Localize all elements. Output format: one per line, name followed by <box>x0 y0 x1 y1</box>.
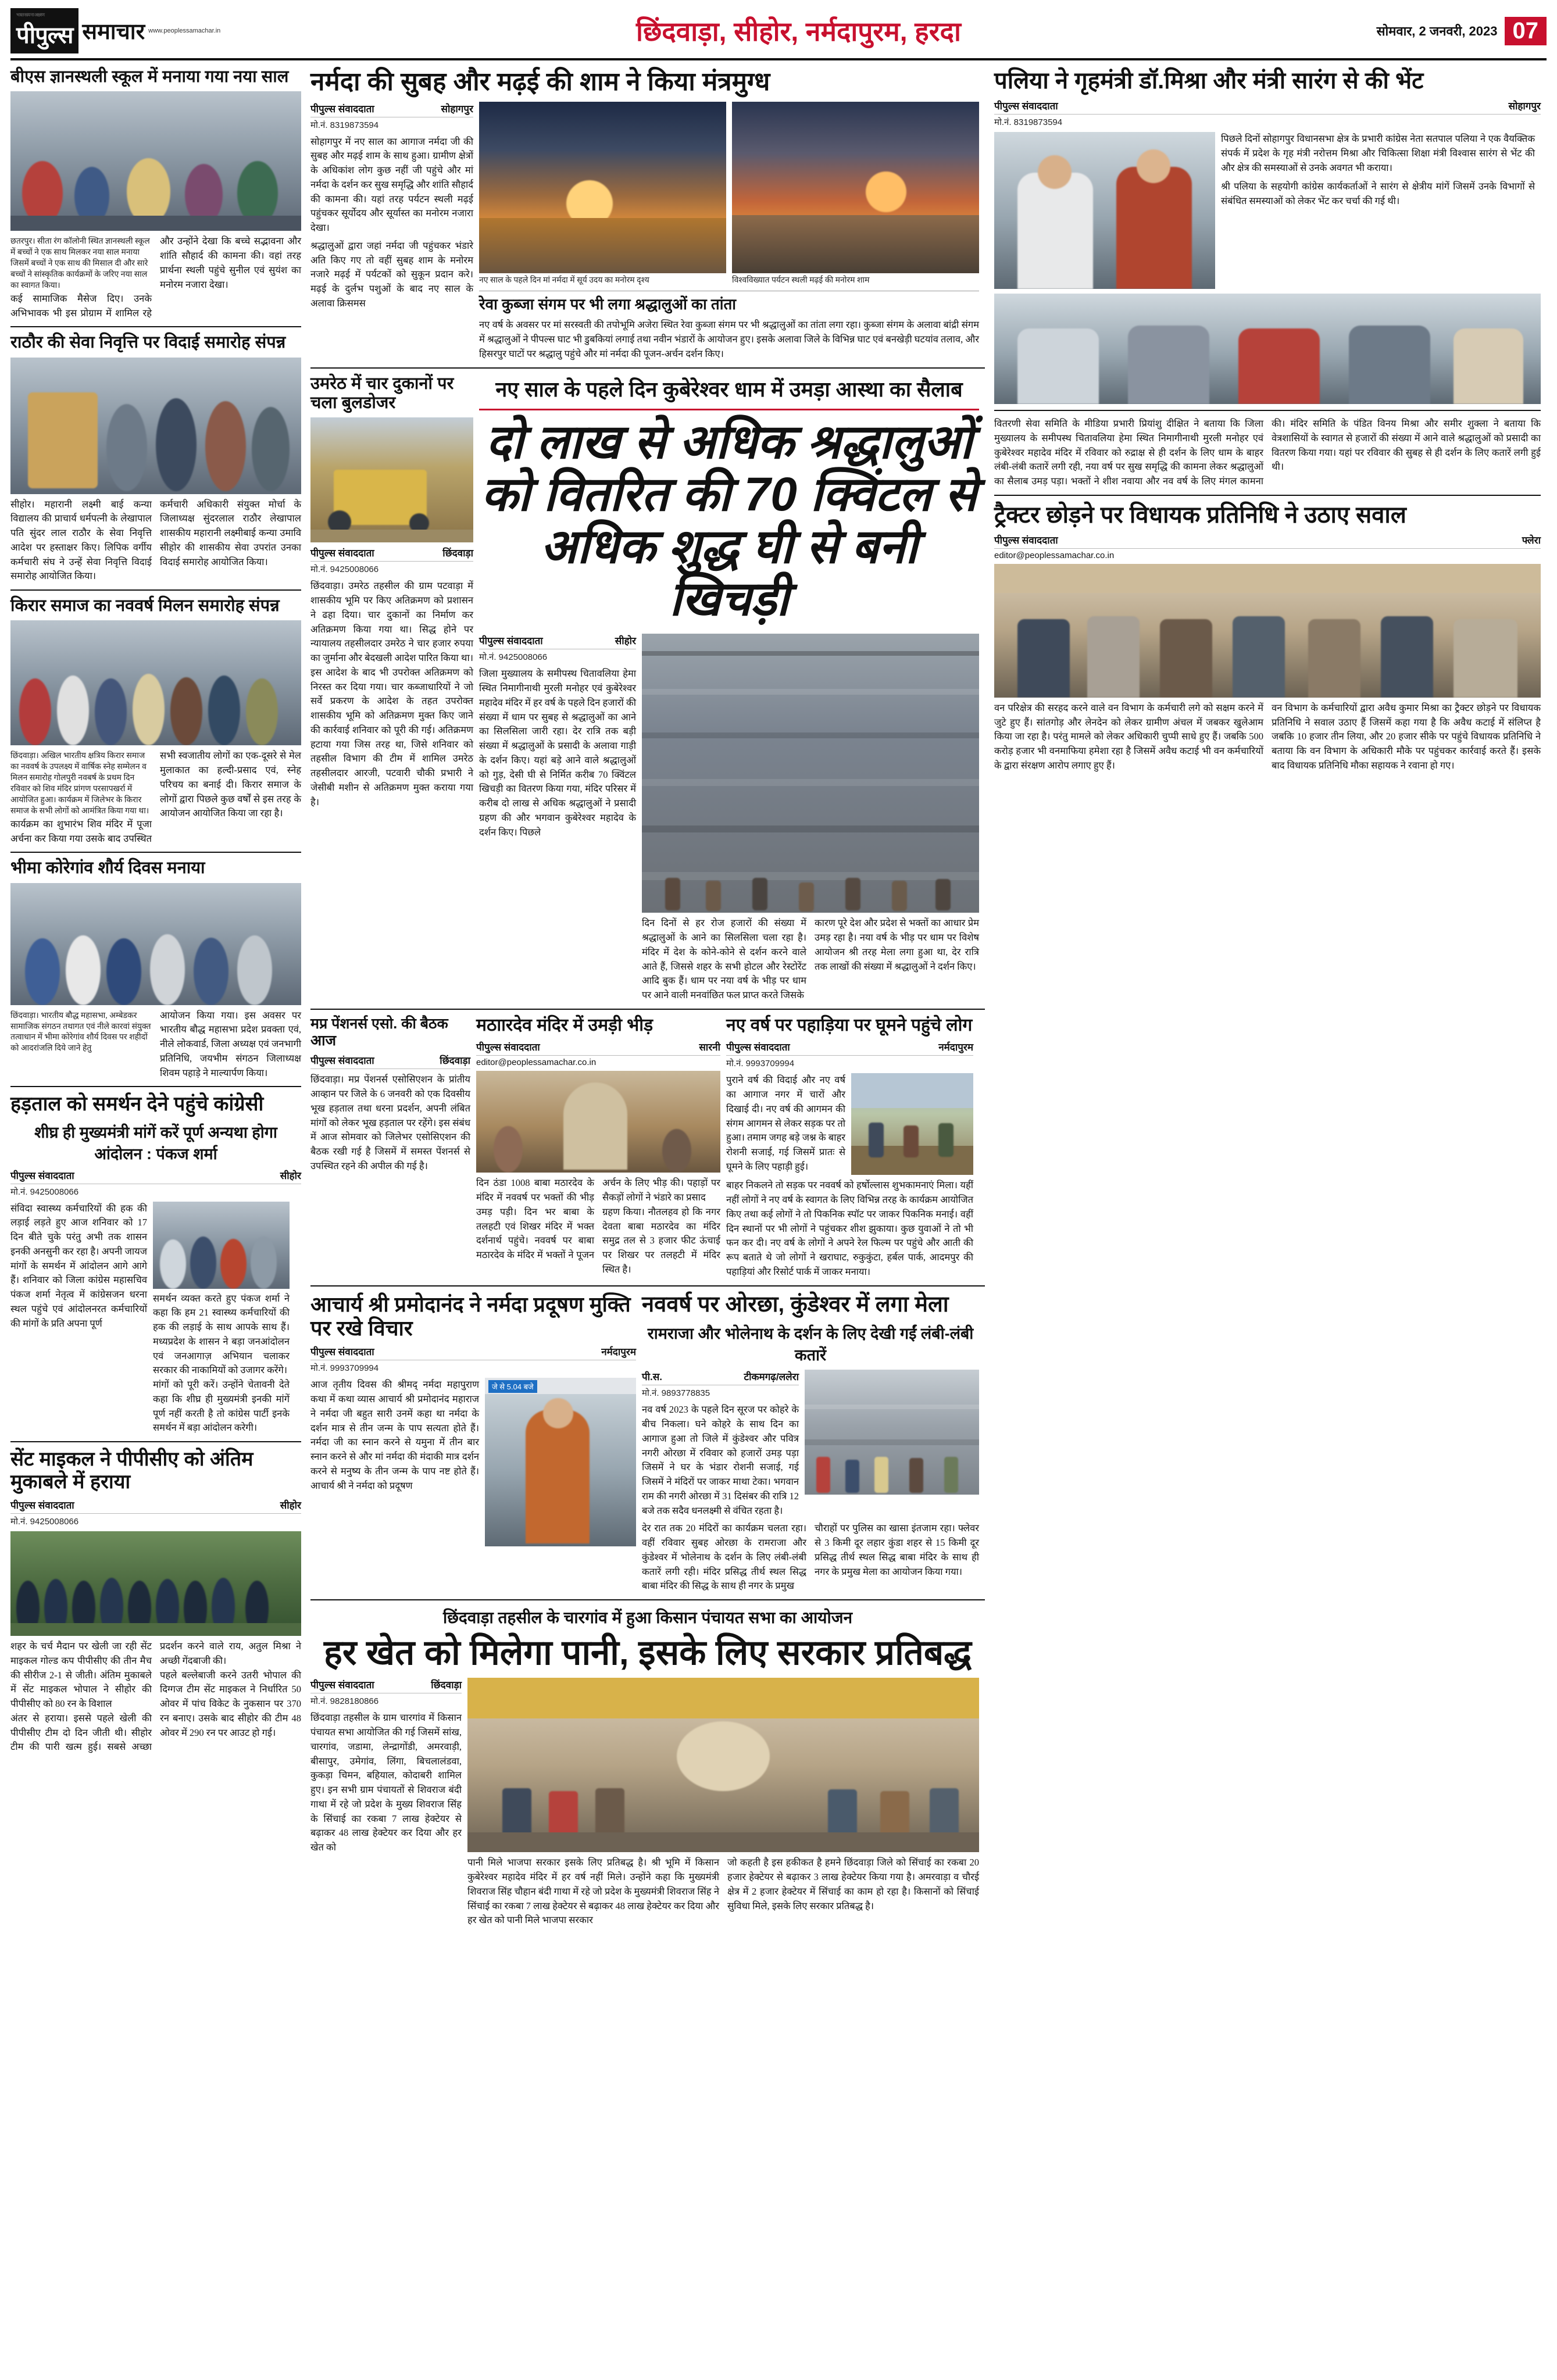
byline-place: नर्मदापुरम <box>601 1346 636 1358</box>
article-headline: हर खेत को मिलेगा पानी, इसके लिए सरकार प्रतिबद्ध <box>323 1633 972 1673</box>
column-left <box>10 67 301 1928</box>
article-body-cont: श्रद्धालुओं द्वारा जहां नर्मदा जी पहुंचकर भंडारे अति किए गए तो वहीं सुबह शाम के मनोरम नजारे मढ़ई में पर्यटकों को सुकून प्रदान करे। मढ़ई के दुर्लभ पशुओं के बाद नए साल के अलावा क्रिसमस <box>310 240 473 309</box>
article-body-cont2: कारण पूरे देश और प्रदेश से भक्तों का आधार प्रेम उमड़ रहा है। नया वर्ष के भीड़ पर धाम पर विशेष आयोजन श्री तरह मेला लगा हुआ था, देर रात्रि तक लाखों की संख्या में श्रद्धालुओं ने दर्शन किए। <box>815 917 979 972</box>
kubereshwar-side-column <box>994 417 1541 489</box>
article-photo <box>10 91 301 231</box>
byline-place: सीहोर <box>615 635 636 647</box>
byline <box>726 1040 973 1056</box>
article-narmada-morning <box>310 67 985 362</box>
article-photo <box>10 358 301 494</box>
byline-label: पीपुल्स संवाददाता <box>10 1500 74 1511</box>
article-body: सोहागपुर में नए साल का आगाज नर्मदा जी की सुबह और मढ़ई शाम के साथ हुआ। ग्रामीण क्षेत्रों के अधिकांश लोग कुछ नहीं जी पहुंचे और मां नर्मदा के दर्शन कर सुख समृद्धि और शांति सौहार्द की कामना की। यहां तरह पर्यटन स्थली मढ़ई पहुंचकर सूर्योदय और सूर्यास्त का मनोरम नजारा देखा। <box>310 135 473 234</box>
byline <box>310 1678 462 1693</box>
article-headline: राठौर की सेवा निवृत्ति पर विदाई समारोह संपन्न <box>10 333 286 352</box>
article-photo <box>153 1202 290 1289</box>
article-headline: भीमा कोरेगांव शौर्य दिवस मनाया <box>10 859 205 878</box>
byline-place: छिंदवाड़ा <box>442 548 473 559</box>
byline-phone: मो.नं. 9993709994 <box>310 1363 379 1374</box>
article-kisan <box>310 1606 985 1928</box>
byline-place: सीहोर <box>280 1500 301 1511</box>
article-body-cont: ग्रहण किया। नौतलहव हो कि नगर देवता बाबा मठारदेव का मंदिर समुद्र तल से 3 हजार फीट ऊंचाई पर शिखर पर तलहटी में मंदिर स्थित है। <box>602 1206 720 1275</box>
byline <box>310 546 473 562</box>
page-grid <box>10 67 1547 1928</box>
article-pension <box>310 1016 470 1280</box>
masthead <box>10 8 1547 60</box>
publication-date: सोमवार, 2 जनवरी, 2023 <box>1376 24 1498 38</box>
article-rathore <box>10 333 301 584</box>
article-body: वन परिक्षेत्र की सरहद करने वाले वन विभाग के कर्मचारी लगे को सक्षम करने में जुटे हुए हैं। सांतगोड़ और लेनदेन को लेकर ग्रामीण अंचल में जबकर खुलेआम किया जा रहा है। परंतु मामले को लेकर अधिकारी चुप्पी साधे हुए हैं। जबकि 500 करोड़ हजार भी वनमाफिया हमेशा रहा है जिसमें अवैध कटाई भी वन कर्मचारियों के द्वारा संरक्षण आरोप लगाए हुए हैं। <box>994 702 1263 771</box>
article-subheadline: शीघ्र ही मुख्यमंत्री मांगें करें पूर्ण अन्यथा होगा आंदोलन : पंकज शर्मा <box>34 1123 277 1163</box>
photo-caption: छिंदवाड़ा। भारतीय बौद्ध महासभा, अम्बेडकर सामाजिक संगठन तथागत एवं नीले कारवां संयुक्त तत्वाधान में भीमा कोरेगांव शौर्य दिवस पर शहीदों को आदरांजलि दिये जाने हेतु <box>10 1011 151 1053</box>
byline-place: सोहागपुर <box>1508 101 1541 112</box>
article-body-cont: वन विभाग के कर्मचारियों द्वारा अवैध कुमार मिश्रा का ट्रैक्टर छोड़ने पर विधायक प्रतिनिधि ने सवाल उठाए हैं जिसमें कहा गया है कि अवैध कटाई में संलिप्त है जबकि 10 हजार तीन लिया, और 20 हजार सीके पर पहुंचे विधायक प्रतिनिधि ने बताया कि वन विभाग के अधिकारी मौके पर पहुंचकर कार्रवाई करते हैं। इसके बाद विधायक प्रतिनिधि मौका सहायक ने रवाना हो गए। <box>1272 702 1541 771</box>
masthead-cities <box>220 13 1376 49</box>
byline-label: पीपुल्स संवाददाता <box>994 534 1058 546</box>
article-body: संविदा स्वास्थ्य कर्मचारियों की हक की लड़ाई लड़ते हुए आज शनिवार को 17 दिन बीते चुके परंतु अभी तक शासन इनकी अनसुनी कर रहा है। अपनी जायज मांगों के समर्थन में आंदोलन आगे आगे हैं। शनिवार को जिला कांग्रेस महासचिव पंकज शर्मा नेतृत्व में कांग्रेसजन धरना स्थल पहुंचे एवं आंदोलनरत कर्मचारियों की मांगों के प्रति अपना पूर्ण <box>10 1202 147 1329</box>
article-body: कार्यक्रम का शुभारंभ शिव मंदिर में पूजा अर्चना कर किया गया उसके बाद उपस्थित सभी स्वजातीय लोगों का एक-दूसरे से मेल मुलाकात का हल्दी-प्रसाद एवं, स्नेह परिचय का बनाई दी। किरार समाज के लोगों द्वारा पिछले कुछ वर्षों से इस तरह के आयोजन आयोजित किया जा रहा है। <box>10 750 301 844</box>
article-tractor <box>994 502 1541 773</box>
byline-label: पीपुल्स संवाददाता <box>10 1170 74 1181</box>
byline-place: टीकमगढ़/ललेरा <box>744 1371 799 1383</box>
byline-place: सोहागपुर <box>441 103 473 115</box>
article-photo-2 <box>994 294 1541 404</box>
kubereshwar-kicker: नए साल के पहले दिन कुबेरेश्वर धाम में उमड़ा आस्था का सैलाब <box>495 377 963 401</box>
byline-place: छिंदवाड़ा <box>431 1679 462 1691</box>
logo-main-text: पीपुल्स <box>16 23 73 48</box>
article-body-cont2: जो कहती है इस हकीकत है हमने छिंदवाड़ा जिले को सिंचाई का रकबा 20 हजार हेक्टेयर से बढ़ाकर 3 लाख हेक्टेयर किया गया है। अमरवाड़ा व चौरई क्षेत्र में 2 हजार हेक्टेयर में सिंचाई का काम हो रहा है। किसानों को सिंचाई सुविधा मिले, इसके लिए सरकार प्रतिबद्ध है। <box>727 1857 979 1911</box>
article-headline: नर्मदा की सुबह और मढ़ई की शाम ने किया मंत्रमुग्ध <box>310 67 770 96</box>
article-headline: रेवा कुब्जा संगम पर भी लगा श्रद्धालुओं का तांता <box>479 295 737 313</box>
byline-label: पीपुल्स संवाददाता <box>310 548 374 559</box>
byline <box>310 1345 636 1360</box>
article-body-cont2: मांगों को पूरी करें। उन्होंने चेतावनी देते कहा कि शीघ्र ही मुख्यमंत्री इनकी मांगें पूर्ण नहीं करती है तो कांग्रेस पार्टी इनके समर्थन में बड़ा आंदोलन करेगी। <box>153 1379 290 1434</box>
byline <box>310 1053 470 1069</box>
article-photo <box>310 417 473 542</box>
article-stmichael <box>10 1448 301 1754</box>
byline-label: पीपुल्स संवाददाता <box>310 1679 374 1691</box>
article-photo <box>851 1073 973 1175</box>
article-body-cont2: चौराहों पर पुलिस का खासा इंतजाम रहा। फ्लेवर से 3 किमी दूर लहार कुंडा शहर से 15 किमी दूर प्रसिद्ध तीर्थ स्थल सिद्ध बाबा मंदिर के साथ ही नगर के प्रमुख मेला का आयोजन किया गया। <box>815 1523 979 1577</box>
byline-phone: मो.नं. 9993709994 <box>726 1059 795 1069</box>
article-headline: बीएस ज्ञानस्थली स्कूल में मनाया गया नया साल <box>10 67 289 86</box>
byline-phone: मो.नं. 8319873594 <box>310 120 379 130</box>
byline-phone: मो.नं. 9425008066 <box>10 1517 79 1527</box>
article-body-cont: बाहर निकलने तो सड़क पर नववर्ष को हर्षोल्लास शुभकामनाएं मिला। यहीं नहीं लोगों ने नए वर्ष के स्वागत के लिए विभिन्न तरह के कार्यक्रम आयोजित किए तथा कई लोगों ने तो पिकनिक स्पॉट पर जाकर पिकनिक मनाई। वहीं दिन स्थानों पर भी लोगों ने पहुंचकर शीश झुकाया। कुछ युवाओं ने तो भी फन कर दी। नए वर्ष के लोगों ने अपने रेल फिल्म पर पहुंचे और आती की रूप बताते थे जो लोगों ने खराघाट, रुकुकुंटा, हर्बल पार्क, आदमपुर की पहाड़ियां और रिसोर्ट पार्क में जाकर मनाया। <box>726 1180 973 1277</box>
masthead-meta <box>1377 17 1547 45</box>
article-body-cont: श्री पलिया के सहयोगी कांग्रेस कार्यकर्ताओं ने सारंग से क्षेत्रीय मांगें जिसमें उनके विभागों से संबंधित समस्याओं को लेकर भेंट कर चर्चा की गई थी। <box>1221 181 1535 206</box>
byline <box>479 634 636 649</box>
article-body: छिंदवाड़ा। मप्र पेंशनर्स एसोसिएशन के प्रांतीय आव्हान पर जिले के 6 जनवरी को एक दिवसीय भूख हड़ताल तथा धरना प्रदर्शन, अपनी लंबित मांगों को लेकर भूख हड़ताल पर रहेंगे। इस संबंध में आज सोमवार को जिलेभर एसोसिएशन की बैठक रखी गई है जिसमें में समस्त पेंशनर्स से उपस्थित रहने की अपील की गई है। <box>310 1074 470 1171</box>
article-body: शहर के चर्च मैदान पर खेली जा रही सेंट माइकल गोल्ड कप पीपीसीए की तीन मैच की सीरीज 2-1 से जीती। अंतिम मुकाबले में सेंट माइकल भोपाल ने सीहोर की पीपीसीए को 80 रन के विशाल <box>10 1641 152 1710</box>
article-body-cont: अंतर से हराया। इससे पहले खेली की पीपीसीए टीम दो दिन जीती थी। सीहोर टीम की पारी खत्म हुई। सबसे अच्छा प्रदर्शन करने वाले राय, अतुल मिश्रा ने अच्छी गेंदबाजी की। <box>10 1641 301 1753</box>
column-center <box>310 67 985 1928</box>
article-bs-school <box>10 67 301 320</box>
article-mathadev <box>476 1016 720 1280</box>
article-navvarsh-orchha <box>642 1292 979 1593</box>
article-body-cont2: पहले बल्लेबाजी करने उतरी भोपाल की दिग्गज टीम सेंट माइकल ने निर्धारित 50 ओवर में पांच विकेट के नुकसान पर 370 रन बनाए। उसके बाद सीहोर की टीम 48 ओवर में 290 रन पर आउट हो गई। <box>160 1669 301 1738</box>
article-photo <box>10 883 301 1005</box>
article-photo <box>994 564 1541 698</box>
article-photo <box>805 1370 979 1495</box>
byline-phone: मो.नं. 9425008066 <box>10 1187 79 1197</box>
article-headline: मप्र पेंशनर्स एसो. की बैठक आज <box>310 1015 448 1049</box>
byline-label: पीपुल्स संवाददाता <box>479 635 543 647</box>
byline-label: पीपुल्स संवाददाता <box>310 1346 374 1358</box>
article-body-cont: दिन दिनों से हर रोज हजारों की संख्या में श्रद्धालुओं के आने का सिलसिला चला रहा है। मंदिर में देश के कोने-कोने से दर्शन करने वाले आते हैं, जिससे शहर के सभी होटल और रेस्टोरेंट आदि बुक हैं। धाम पर नया वर्ष के भीड़ पर धाम पर आने वाली मनवांछित फल प्राप्त करते जिसके <box>642 917 806 1001</box>
article-body: कई सामाजिक मैसेज दिए। उनके अभिभावक भी इस प्रोग्राम में शामिल रहे और उन्होंने देखा कि बच्चे सद्भावना और शांति सौहार्द की कामना की। वहां तरह प्रार्थना स्थली पहुंचे सुनील एवं सुयंश का मनोरम नजारा देखा। <box>10 235 301 319</box>
byline-label: पीपुल्स संवाददाता <box>310 103 374 115</box>
article-body: जिला मुख्यालय के समीपस्थ चितावलिया हेमा स्थित निमागीनाथी मुरली मनोहर एवं कुबेरेश्वर महादेव मंदिर में हर वर्ष के पहले दिन हजारों की संख्या में धाम पर सुबह से श्रद्धालुओं का आने का सिलसिला जारी रहा। देर रात्रि तक बड़ी संख्या में श्रद्धालुओं के प्रसादी के अलावा गाड़ी के दर्शन किए। यहां बड़े आने वाले श्रद्धालुओं को गुड़, देसी घी से निर्मित करीब 70 क्विंटल खिचड़ी का वितरण किया गया, मंदिर परिसर में करीब दो लाख से अधिक श्रद्धालुओं ने प्रसादी ग्रहण की और भगवान कुबेरेश्वर महादेव के दर्शन किए। पिछले <box>479 668 636 838</box>
article-palia <box>994 67 1541 404</box>
article-photo <box>10 1531 301 1636</box>
article-body: नव वर्ष 2023 के पहले दिन सूरज पर कोहरे के बीच निकला। घने कोहरे के साथ दिन का आगाज हुआ तो जिले में कुंडेश्वर और पवित्र नगरी ओरछा में रविवार को हजारों उमड़ पड़ा जिसमें ने घर के भंडार रोशनी सजाई, गई जिसमें ने मंदिरों पर जाकर माथा टेका। भगवान राम की नगरी ओरछा में 31 दिसंबर की रात्रि 12 बजे तक सदैव धनलक्ष्मी से वंचित रहता है। <box>642 1404 799 1516</box>
byline-label: पी.स. <box>642 1371 662 1383</box>
byline <box>310 102 473 117</box>
byline <box>642 1370 799 1385</box>
byline-phone: मो.नं. 9893778835 <box>642 1388 710 1399</box>
byline-email[interactable]: editor@peoplessamachar.co.in <box>476 1057 597 1068</box>
article-headline: नववर्ष पर ओरछा, कुंडेश्वर में लगा मेला <box>642 1292 949 1317</box>
article-pramodanand <box>310 1292 636 1593</box>
article-kicker: छिंदवाड़ा तहसील के चारगांव में हुआ किसान पंचायत सभा का आयोजन <box>442 1609 853 1627</box>
byline-phone: मो.नं. 8319873594 <box>994 117 1063 127</box>
byline-label: पीपुल्स संवाददाता <box>476 1042 540 1053</box>
newspaper-logo <box>10 8 220 53</box>
article-photo <box>476 1071 720 1173</box>
kubereshwar-crowd-photo <box>642 634 979 913</box>
photo-caption: विश्वविख्यात पर्यटन स्थली मढ़ई की मनोरम शाम <box>732 276 870 285</box>
byline-place: नर्मदापुरम <box>938 1042 973 1053</box>
byline <box>994 533 1541 549</box>
article-body: सीहोर। महारानी लक्ष्मी बाई कन्या विद्यालय की प्राचार्य धर्मपत्नी के लेखापाल पति सुंदर लाल राठौर के सेवा निवृत्ति आदेश पर हस्ताक्षर किए। लिपिक वर्गीय कर्मचारी संघ ने उन्हें सेवा निवृत्ति विदाई समारोह आयोजित किया। <box>10 498 152 582</box>
logo-secondary-text: समाचार <box>82 20 145 44</box>
byline-place: सारनी <box>699 1042 720 1053</box>
byline-place: सीहोर <box>280 1170 301 1181</box>
photo-overlay-timestamp: जे से 5.04 बजे <box>488 1380 537 1393</box>
article-bhima <box>10 859 301 1080</box>
row-pramodanand <box>310 1292 985 1593</box>
article-body-cont: समर्थन व्यक्त करते हुए पंकज शर्मा ने कहा कि हम 21 स्वास्थ्य कर्मचारियों की हक की लड़ाई के साथ आपके साथ हैं। मध्यप्रदेश के शासन ने बड़ा जनआंदोलन एवं जनआगाज़ अभियान चलाकर सरकार की नाकामियों को उजागर करेंगे। <box>153 1292 290 1376</box>
article-headline: ट्रैक्टर छोड़ने पर विधायक प्रतिनिधि ने उठाए सवाल <box>994 502 1406 528</box>
article-headline: नए वर्ष पर पहाड़िया पर घूमने पहुंचे लोग <box>726 1015 973 1035</box>
byline-label: पीपुल्स संवाददाता <box>726 1042 790 1053</box>
byline-place: छिंदवाड़ा <box>440 1055 470 1067</box>
byline <box>476 1040 720 1056</box>
row-three-briefs <box>310 1016 985 1280</box>
article-photo-evening <box>732 102 979 273</box>
logo-tagline: भारत सत्य ना अक्षरण <box>16 12 44 17</box>
byline-label: पीपुल्स संवाददाता <box>994 101 1058 112</box>
page-number-badge: 07 <box>1505 17 1547 45</box>
article-body: पुराने वर्ष की विदाई और नए वर्ष का आगाज नगर में चारों और दिखाई दी। नए वर्ष की आगमन की संगम आगमन से लेकर सड़क पर तो हुआ। तमाम जगह बड़े जश्न के बाहर रोशनी सजाई, गई जिसमें प्रातः से घूमने के लिए पहाड़ी हुई। <box>726 1074 845 1172</box>
byline <box>10 1498 301 1514</box>
article-photo <box>485 1378 636 1546</box>
article-body: आयोजन किया गया। इस अवसर पर भारतीय बौद्ध महासभा प्रदेश प्रवक्ता एवं, नीले लोकवार्ड, जिला अध्यक्ष एवं जनभागी प्रतिनिधि, जयभीम संगठन जिलाध्यक्ष शिवम पहाड़े ने माल्यार्पण किया। <box>160 1009 301 1078</box>
photo-caption: नए साल के पहले दिन मां नर्मदा में सूर्य उदय का मनोरम दृश्य <box>479 276 649 285</box>
byline-phone: मो.नं. 9828180866 <box>310 1696 379 1707</box>
article-body-cont: कर्मचारी अधिकारी संयुक्त मोर्चा के जिलाध्यक्ष सुंदरलाल राठौर लेखापाल शासकीय महारानी लक्ष्मीबाई कन्या उमावि सीहोर की शासकीय सेवा उपरांत उनका विदाई समारोह आयोजित किया। <box>160 498 301 567</box>
article-headline: सेंट माइकल ने पीपीसीए को अंतिम मुकाबले में हराया <box>10 1448 253 1493</box>
article-pahadiya <box>726 1016 973 1280</box>
article-headline: किरार समाज का नववर्ष मिलन समारोह संपन्न <box>10 596 280 616</box>
article-photo-1 <box>994 132 1215 289</box>
byline-place: फ्लेरा <box>1522 534 1541 546</box>
column-right <box>994 67 1541 1928</box>
byline <box>10 1168 301 1184</box>
article-hadtal <box>10 1093 301 1435</box>
article-headline: मठाारदेव मंदिर में उमड़ी भीड़ <box>476 1015 653 1035</box>
byline <box>994 99 1541 115</box>
article-headline: हड़ताल को समर्थन देने पहुंचे कांग्रेसी <box>10 1093 264 1116</box>
kubereshwar-mega-headline: दो लाख से अधिक श्रद्धालुओं को वितरित की 70 क्विंटल से अधिक शुद्ध घी से बनी खिचड़ी <box>481 415 977 626</box>
article-subheadline: रामराजा और भोलेनाथ के दर्शन के लिए देखी गईं लंबी-लंबी कतारें <box>647 1325 974 1364</box>
article-body-cont: पानी मिले भाजपा सरकार इसके लिए प्रतिबद्ध है। श्री भूमि में किसान कुबेरेश्वर महादेव मंदिर में हर वर्ष नहीं मिले। उन्होंने कहा कि मुख्यमंत्री शिवराज सिंह चौहान बंदी गाथा में रहे जो प्रदेश के मुख्यमंत्री शिवराज सिंह ने सिंचाई का रकबा 7 लाख हेक्टेयर से बढ़ाकर 48 लाख हेक्टेयर कर दिया और हर खेत को पानी मिले भाजपा सरकार <box>467 1857 719 1926</box>
photo-caption: छतरपुर। सीता रंग कॉलोनी स्थित ज्ञानस्थली स्कूल में बच्चों ने एक साथ मिलकर नया साल मनाया जिसमें बच्चों ने एक साथ की मिसाल दी और सारे बच्चों ने सांस्कृतिक कार्यक्रमों के जरिए नया साल का स्वागत किया। <box>10 237 150 290</box>
article-headline: पलिया ने गृहमंत्री डॉ.मिश्रा और मंत्री सारंग से की भेंट <box>994 68 1424 94</box>
article-umrath <box>310 374 985 1003</box>
article-photo <box>10 620 301 745</box>
byline-email[interactable]: editor@peoplessamachar.co.in <box>994 550 1115 560</box>
byline-label: पीपुल्स संवाददाता <box>310 1055 374 1067</box>
article-body: छिंदवाड़ा। उमरेठ तहसील की ग्राम पटवाड़ा में शासकीय भूमि पर किए अतिक्रमण को प्रशासन ने ढहा दिया। चार दुकानों का निर्माण कर अतिक्रमण किया गया था। सिद्ध होने पर न्यायालय तहसीलदार उमरेठ ने चार हजार रुपया का जुर्माना और बेदखली आदेश पारित किया था। इस आदेश के बाद भी उपरोक्त अतिक्रमण को निरस्त कर दिया गया। चार कब्जाधारियों ने जो सर्वे प्रकरण के आदेश के तहत उपरोक्त शासकीय भूमि को अतिक्रमण मुक्त किए जाने की कार्रवाई शनिवार को पूरी की गई। अतिक्रमण हटाया गया जिस तरह था, जिसे शनिवार को तहसील विभाग की टीम में शामिल उमरेठ तहसीलदार आरजी, पटवारी चौकी प्रभारी ने जेसीबी मशीन से अतिक्रमण मुक्त कराया गया है। <box>310 580 473 807</box>
article-body: नए वर्ष के अवसर पर मां सरस्वती की तपोभूमि अजेरा स्थित रेवा कुब्जा संगम पर भी श्रद्धालुओं का तांता लगा रहा। कुब्जा संगम के अलावा बांद्री संगम में श्रद्धालुओं ने पीपल्स घाट भी डुबकियां लगाई तथा नवीन भंडारों के आयोजन हुए। इसके अलावा जिले के विभिन्न घाट एवं बनखेड़ी घटयांव तलाव, और हिसरपुर घाटों पर श्रद्धालु पहुंचे और मां नर्मदा की पूजन-अर्चन दर्शन किए। <box>479 319 979 359</box>
article-body: आज तृतीय दिवस की श्रीमद् नर्मदा महापुराण कथा में कथा व्यास आचार्य श्री प्रमोदानंद महाराज ने नर्मदा जी बहुत सारी उनमें कहा था नर्मदा के दर्शन मात्र से तीन जन्म के पाप सत्यता होते हैं। नर्मदा जी का स्नान करने से यमुना में तीन बार स्नान करने से और मां नर्मदा की मंदाकी मात्र दर्शन करने से मनुष्य के तीन जन्म के पाप नष्ट होते हैं। आचार्य श्री ने नर्मदा को प्रदूषण <box>310 1379 479 1491</box>
cities-text: छिंदवाड़ा, सीहोर, नर्मदापुरम, हरदा <box>636 16 961 47</box>
article-photo-sunrise <box>479 102 726 273</box>
article-headline: आचार्य श्री प्रमोदानंद ने नर्मदा प्रदूषण मुक्ति पर रखे विचार <box>310 1292 631 1341</box>
website-url[interactable]: www.peoplessamachar.in <box>148 27 221 34</box>
photo-caption: छिंदवाड़ा। अखिल भारतीय क्षत्रिय किरार समाज का नववर्ष के उपलक्ष्य में वार्षिक स्नेह सम्मेलन व मिलन समारोह गोलपुरी नवबर्ष के प्रथम दिन रविवार को शिव मंदिर प्रांगण परसापखर्रा में आयोजित हुआ। कार्यक्रम में जिलेभर के किरार समाज के सभी लोगों को आमंत्रित किया गया था। <box>10 752 149 816</box>
article-body: छिंदवाड़ा तहसील के ग्राम चारगांव में किसान पंचायत सभा आयोजित की गई जिसमें सांख, चारगांव, जडामा, लेन्द्रागोंडी, अमरवाड़ी, बीसापुर, उमेगांव, लिंगा, बिचलालंडवा, कुकड़ा चिमन, बहियाल, कोदाबरी शामिल हुए। इन सभी ग्राम पंचायतों से शिवराज बंदी गाथा में रहे जो प्रदेश के मुख्य शिवराज सिंह के सिंचाई का रकबा 7 लाख हेक्टेयर से बढ़ाकर 48 लाख हेक्टेयर कर दिया और हर खेत को <box>310 1712 462 1853</box>
article-headline: उमरेठ में चार दुकानों पर चला बुलडोजर <box>310 374 454 412</box>
article-body-side: वितरणी सेवा समिति के मीडिया प्रभारी प्रियांशु दीक्षित ने बताया कि जिला मुख्यालय के समीपस्थ चितावलिया हेमा स्थित निमागीनाथी मुरली मनोहर एवं कुबेरेश्वर महादेव मंदिर में रविवार को रुद्राक्ष से ही दर्शन के लिए धाम के बाहर लंबी-लंबी कतारें लगी रही, नया वर्ष पर सुख समृद्धि की कामना लेकर श्रद्धालुओं का सैलाब उमड़ पड़ा। भक्तों ने शीश नवाया और नव वर्ष के लिए मंगल कामना की। मंदिर समिति के पंडित विनय मिश्रा और समीर शुक्ला ने बताया कि वेत्रशासियों के स्वागत से हजारों की संख्या में आने वाले श्रद्धालुओं को प्रसादी का वितरण किया गया। यहां पर रविवार की सुबह से ही दर्शन के लिए कतारें लगी हुई थी। <box>994 418 1541 487</box>
article-body: दिन ठंडा 1008 बाबा मठारदेव के मंदिर में नववर्ष पर भक्तों की भीड़ उमड़ पड़ी। दिन भर बाबा के तलहटी एवं शिखर मंदिर में भक्त दर्शनार्थ पहुंचे। नववर्ष पर बाबा मठारदेव के मंदिर में भक्तों ने पूजन अर्चन के लिए भीड़ की। पहाड़ों पर सैकड़ों लोगों ने भंडारे का प्रसाद <box>476 1177 720 1261</box>
article-kirar <box>10 596 301 846</box>
logo-mark <box>10 8 78 53</box>
byline-phone: मो.नं. 9425008066 <box>479 652 548 663</box>
article-body-cont: देर रात तक 20 मंदिरों का कार्यक्रम चलता रहा। वहीं रविवार सुबह ओरछा के रामराजा और कुंडेश्वर में भोलेनाथ के दर्शन के लिए लंबी-लंबी कतारें लगी रही। मंदिर प्रसिद्ध तीर्थ स्थल सिद्ध बाबा मंदिर की सिद्ध के साथ ही नगर के प्रमुख <box>642 1523 806 1592</box>
article-photo <box>467 1678 979 1852</box>
byline-phone: मो.नं. 9425008066 <box>310 564 379 575</box>
article-body: पिछले दिनों सोहागपुर विधानसभा क्षेत्र के प्रभारी कांग्रेस नेता सतपाल पलिया ने एक वैयक्तिक संपर्क में प्रदेश के गृह मंत्री नरोत्तम मिश्रा और चिकित्सा शिक्षा मंत्री विश्वास सारंग से भेंट की और क्षेत्र की समस्याओं से उनके अवगत भी कराया। <box>1221 133 1535 173</box>
